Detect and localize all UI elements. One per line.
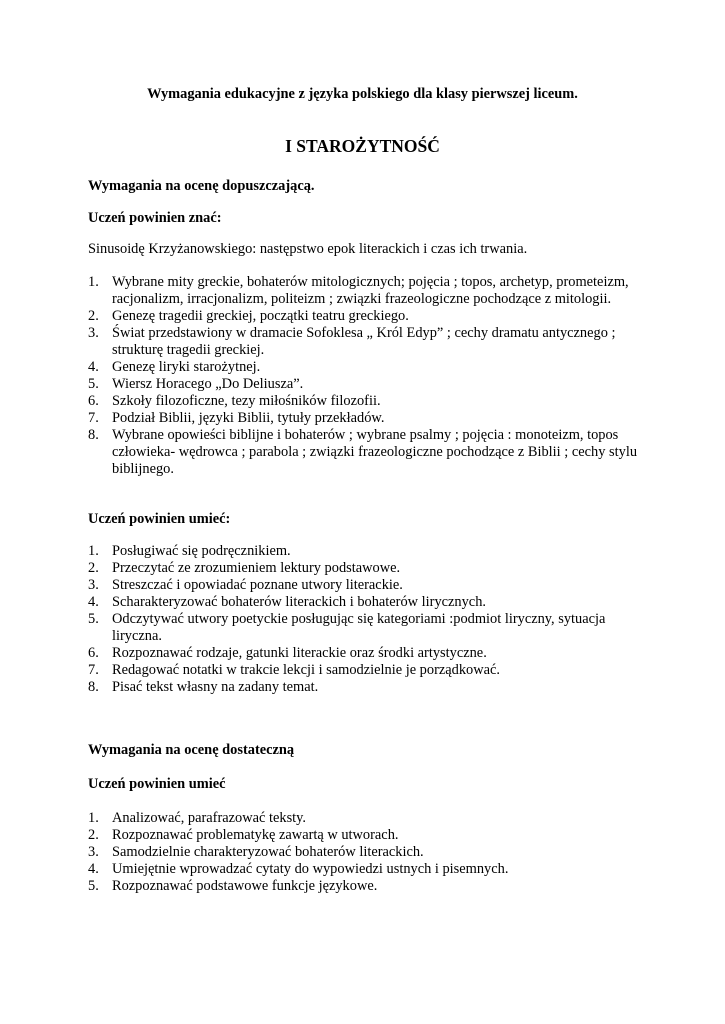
- list-item: [88, 662, 643, 679]
- list-item-text: Wybrane opowieści biblijne i bohaterów ; wybrane psalmy ; pojęcia : monoteizm, topos człowieka- wędrowca ; parabola ; związki frazeologiczne pochodzące z Biblii ; cechy stylu biblijnego.: [112, 427, 638, 477]
- list-item: [88, 393, 643, 410]
- list-item-text: Samodzielnie charakteryzować bohaterów literackich.: [112, 844, 424, 860]
- list-item: [88, 274, 643, 308]
- list-item-text: Umiejętnie wprowadzać cytaty do wypowiedzi ustnych i pisemnych.: [112, 861, 509, 877]
- list-item-number: 2.: [88, 308, 99, 324]
- know-heading: Uczeń powinien znać:: [88, 210, 222, 226]
- list-item: [88, 844, 643, 861]
- list-item: [88, 810, 643, 827]
- list-item-number: 5.: [88, 878, 99, 894]
- list-item-number: 4.: [88, 594, 99, 610]
- list-item-number: 2.: [88, 827, 99, 843]
- can-list: [88, 543, 643, 696]
- list-item-text: Przeczytać ze zrozumieniem lektury podstawowe.: [112, 560, 401, 576]
- list-item-number: 8.: [88, 427, 99, 443]
- list-item-text: Genezę liryki starożytnej.: [112, 359, 261, 375]
- list-item-text: Wybrane mity greckie, bohaterów mitologicznych; pojęcia ; topos, archetyp, prometeizm, racjonalizm, irracjonalizm, politeizm ; związki frazeologiczne pochodzące z mitologii.: [112, 274, 629, 307]
- intro-paragraph: Sinusoidę Krzyżanowskiego: następstwo epok literackich i czas ich trwania.: [88, 241, 528, 257]
- list-item-text: Posługiwać się podręcznikiem.: [112, 543, 291, 559]
- list-item-number: 3.: [88, 577, 99, 593]
- list-item: [88, 543, 643, 560]
- list-item-text: Streszczać i opowiadać poznane utwory literackie.: [112, 577, 403, 593]
- satisfactory-can-heading: Uczeń powinien umieć: [88, 776, 226, 792]
- list-item-number: 7.: [88, 410, 99, 426]
- list-item-number: 1.: [88, 543, 99, 559]
- list-item: [88, 577, 643, 594]
- list-item-number: 3.: [88, 325, 99, 341]
- list-item-text: Genezę tragedii greckiej, początki teatru greckiego.: [112, 308, 409, 324]
- list-item: [88, 560, 643, 577]
- list-item-text: Podział Biblii, języki Biblii, tytuły przekładów.: [112, 410, 385, 426]
- list-item: [88, 827, 643, 844]
- list-item-number: 6.: [88, 645, 99, 661]
- list-item-text: Wiersz Horacego „Do Deliusza”.: [112, 376, 304, 392]
- list-item: [88, 861, 643, 878]
- list-item-number: 6.: [88, 393, 99, 409]
- list-item-text: Rozpoznawać rodzaje, gatunki literackie oraz środki artystyczne.: [112, 645, 487, 661]
- list-item: [88, 594, 643, 611]
- list-item-text: Odczytywać utwory poetyckie posługując się kategoriami :podmiot liryczny, sytuacja liryczna.: [112, 611, 606, 644]
- section-title: I STAROŻYTNOŚĆ: [285, 136, 440, 156]
- list-item-number: 4.: [88, 359, 99, 375]
- list-item: [88, 359, 643, 376]
- list-item-number: 1.: [88, 810, 99, 826]
- list-item-text: Świat przedstawiony w dramacie Sofoklesa „ Król Edyp” ; cechy dramatu antycznego ; strukturę tragedii greckiej.: [112, 325, 616, 358]
- list-item: [88, 427, 643, 478]
- list-item-text: Redagować notatki w trakcie lekcji i samodzielnie je porządkować.: [112, 662, 500, 678]
- list-item: [88, 308, 643, 325]
- list-item: [88, 325, 643, 359]
- list-item-text: Pisać tekst własny na zadany temat.: [112, 679, 319, 695]
- list-item: [88, 410, 643, 427]
- grade-satisfactory-heading: Wymagania na ocenę dostateczną: [88, 742, 295, 758]
- list-item: [88, 679, 643, 696]
- list-item: [88, 611, 643, 645]
- list-item: [88, 878, 643, 895]
- list-item-text: Analizować, parafrazować teksty.: [112, 810, 307, 826]
- document-title: Wymagania edukacyjne z języka polskiego dla klasy pierwszej liceum.: [147, 86, 578, 102]
- list-item-number: 5.: [88, 611, 99, 627]
- list-item-text: Szkoły filozoficzne, tezy miłośników filozofii.: [112, 393, 381, 409]
- list-item-number: 1.: [88, 274, 99, 290]
- know-list: [88, 274, 643, 478]
- list-item-text: Scharakteryzować bohaterów literackich i bohaterów lirycznych.: [112, 594, 486, 610]
- grade-sufficient-heading: Wymagania na ocenę dopuszczającą.: [88, 178, 315, 194]
- list-item-number: 8.: [88, 679, 99, 695]
- list-item: [88, 376, 643, 393]
- list-item-text: Rozpoznawać problematykę zawartą w utworach.: [112, 827, 399, 843]
- list-item-number: 7.: [88, 662, 99, 678]
- list-item-number: 3.: [88, 844, 99, 860]
- list-item-number: 5.: [88, 376, 99, 392]
- list-item-number: 2.: [88, 560, 99, 576]
- list-item: [88, 645, 643, 662]
- list-item-text: Rozpoznawać podstawowe funkcje językowe.: [112, 878, 378, 894]
- list-item-number: 4.: [88, 861, 99, 877]
- can-heading: Uczeń powinien umieć:: [88, 511, 231, 527]
- satisfactory-can-list: [88, 810, 643, 895]
